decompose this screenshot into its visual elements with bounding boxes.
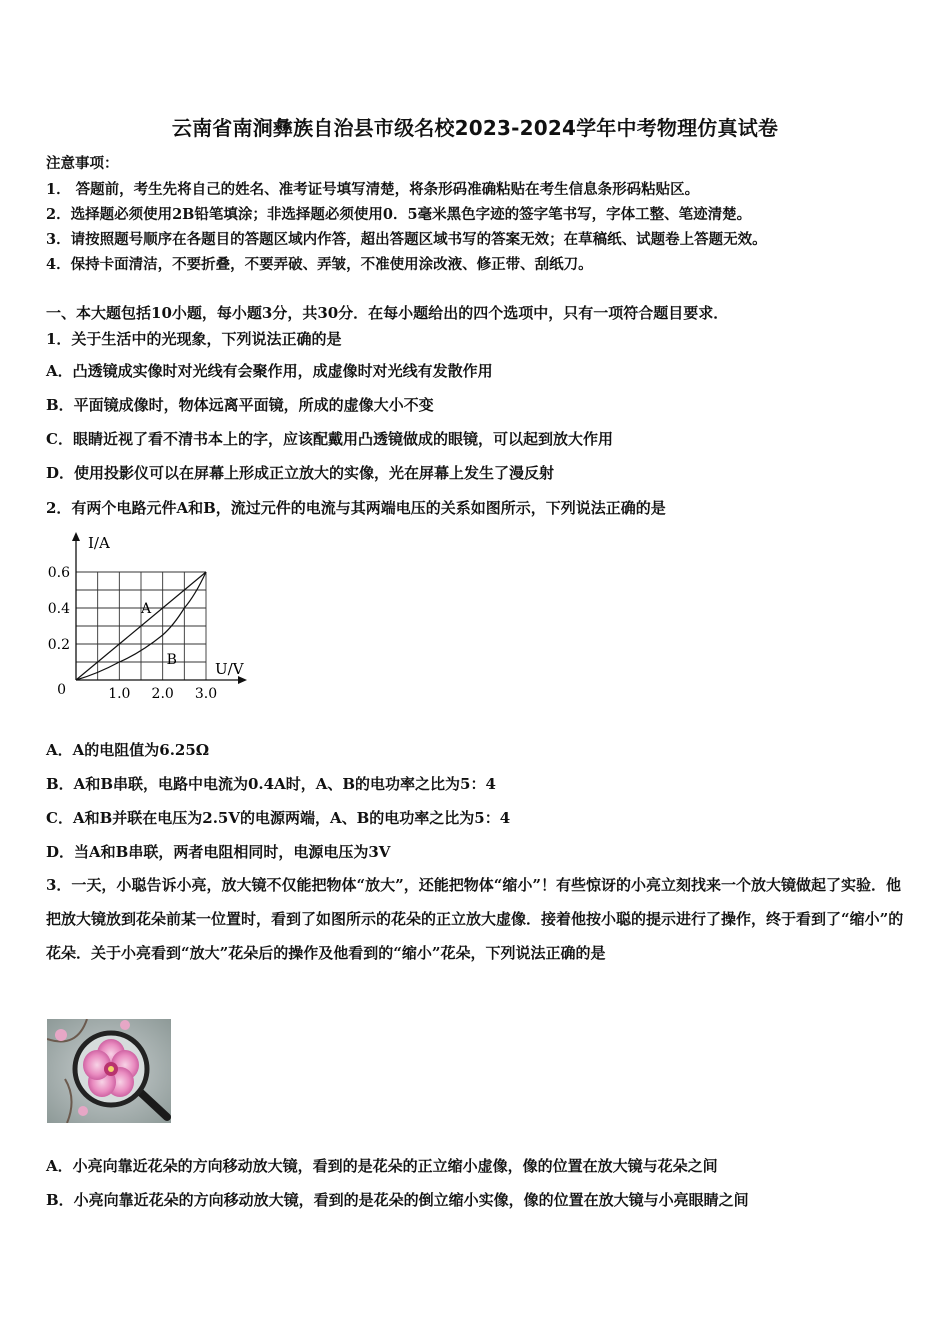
q1-option-d: D．使用投影仪可以在屏幕上形成正立放大的实像，光在屏幕上发生了漫反射 (46, 464, 555, 482)
notice-heading: 注意事项： (46, 155, 119, 172)
y-tick-label: 0.4 (47, 601, 70, 617)
notice-item-4: 4．保持卡面清洁，不要折叠，不要弄破、弄皱，不准使用涂改液、修正带、刮纸刀。 (46, 256, 593, 273)
q3-option-a: A．小亮向靠近花朵的方向移动放大镜，看到的是花朵的正立缩小虚像，像的位置在放大镜与花朵之间 (46, 1157, 718, 1175)
notice-item-2: 2．选择题必须使用2B铅笔填涂；非选择题必须使用0．5毫米黑色字迹的签字笔书写，字体工整、笔迹清楚。 (46, 206, 752, 223)
q1-option-a: A．凸透镜成实像时对光线有会聚作用，成虚像时对光线有发散作用 (46, 362, 493, 380)
q2-option-c: C．A和B并联在电压为2.5V的电源两端，A、B的电功率之比为5：4 (46, 809, 511, 827)
origin-label: 0 (57, 682, 66, 698)
q2-option-a: A．A的电阻值为6.25Ω (46, 741, 210, 759)
q1-option-b: B．平面镜成像时，物体远离平面镜，所成的虚像大小不变 (46, 396, 434, 414)
magnifier-flower-image (47, 1019, 171, 1123)
q1-stem: 1．关于生活中的光现象，下列说法正确的是 (46, 330, 342, 348)
q1-option-c: C．眼睛近视了看不清书本上的字，应该配戴用凸透镜做成的眼镜，可以起到放大作用 (46, 430, 613, 448)
x-tick-label: 1.0 (108, 686, 131, 702)
q3-option-b: B．小亮向靠近花朵的方向移动放大镜，看到的是花朵的倒立缩小实像，像的位置在放大镜与小亮眼睛之间 (46, 1191, 749, 1209)
x-tick-label: 3.0 (194, 686, 218, 702)
y-axis-title: I/A (88, 534, 110, 552)
y-tick-label: 0.6 (47, 565, 70, 581)
page-title: 云南省南涧彝族自治县市级名校2023-2024学年中考物理仿真试卷 (171, 116, 779, 140)
section-heading: 一、本大题包括10小题，每小题3分，共30分．在每小题给出的四个选项中，只有一项符合题目要求． (46, 304, 729, 322)
notice-item-1: 1． 答题前，考生先将自己的姓名、准考证号填写清楚，将条形码准确粘贴在考生信息条形码粘贴区。 (46, 181, 700, 198)
series-label-b: B (166, 652, 177, 668)
notice-item-3: 3．请按照题号顺序在各题目的答题区域内作答，超出答题区域书写的答案无效；在草稿纸、试题卷上答题无效。 (46, 231, 767, 248)
q2-option-b: B．A和B串联，电路中电流为0.4A时，A、B的电功率之比为5：4 (46, 775, 496, 793)
q2-stem: 2．有两个电路元件A和B，流过元件的电流与其两端电压的关系如图所示，下列说法正确的是 (46, 499, 666, 517)
q3-stem: 3．一天，小聪告诉小亮，放大镜不仅能把物体“放大”，还能把物体“缩小”！有些惊讶的小亮立刻找来一个放大镜做起了实验．他把放大镜放到花朵前某一位置时，看到了如图所示的花朵的正立放大虚像．接着他按小聪的提示进行了操作，终于看到了“缩小”的花朵．关于小亮看到“放大”花朵后的操作及他看到的“缩小”花朵，下列说法正确的是 (46, 876, 904, 962)
x-axis-title: U/V (215, 660, 244, 678)
series-label-a: A (141, 601, 152, 617)
q2-option-d: D．当A和B串联，两者电阻相同时，电源电压为3V (46, 843, 391, 861)
y-tick-label: 0.2 (47, 637, 70, 653)
y-axis-arrow (72, 532, 80, 541)
iu-chart (44, 528, 254, 708)
chart-labels (48, 534, 245, 702)
x-tick-label: 2.0 (151, 686, 174, 702)
